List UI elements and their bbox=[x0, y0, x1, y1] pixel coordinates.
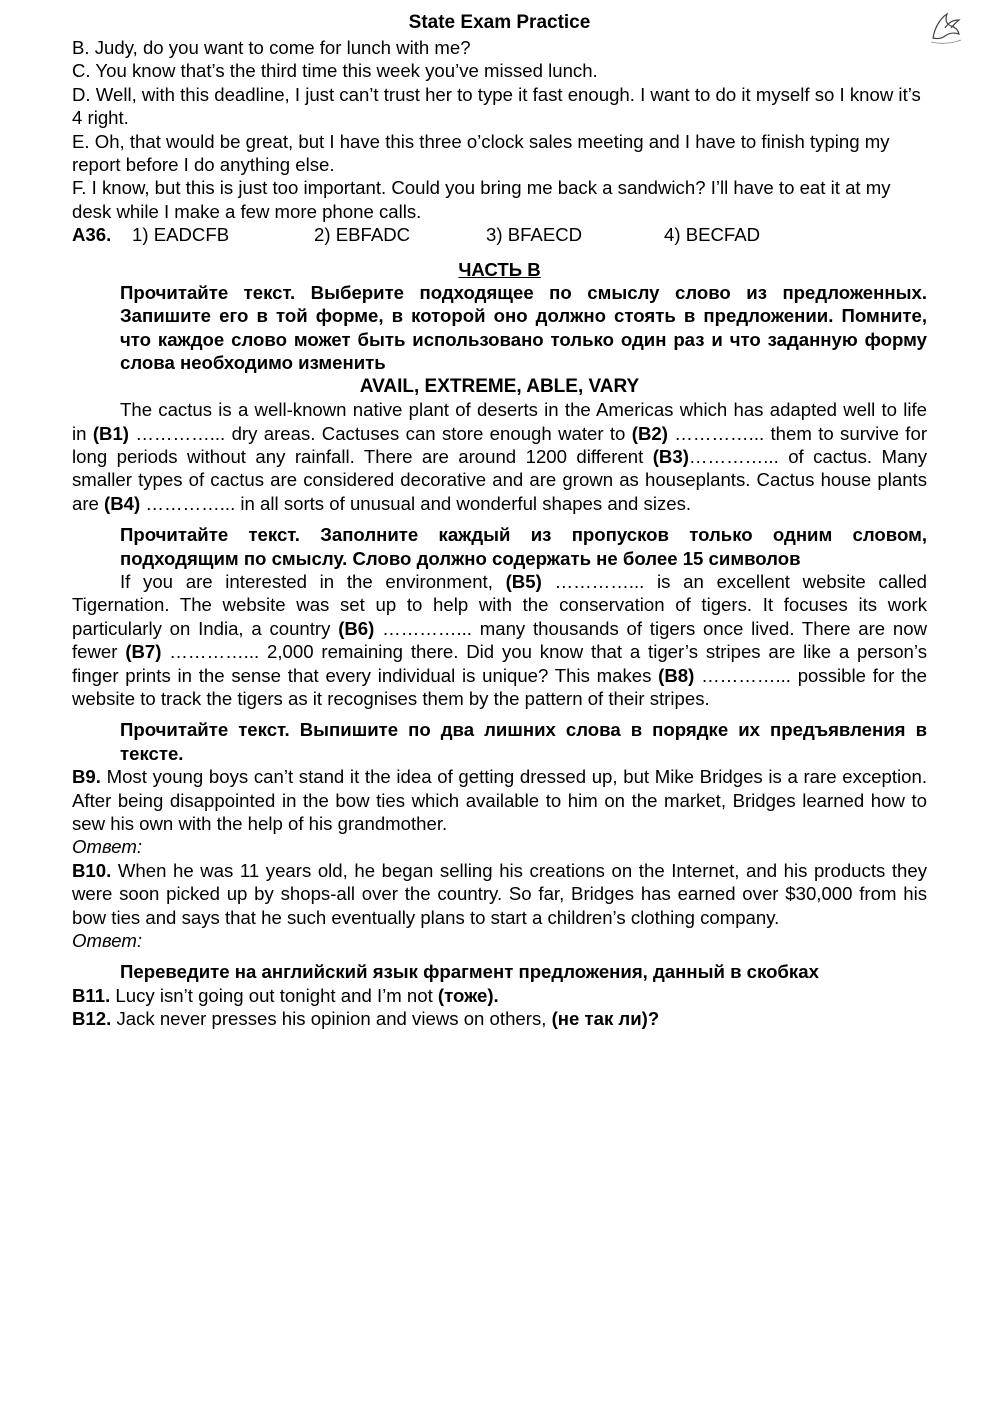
task1-instruction: Прочитайте текст. Выберите подходящее по смыслу слово из предложенных. Запишите его в той форме, в которой оно должно стоять в предложении. Помните, что каждое слово может быть использовано только один раз и что заданную форму слова необходимо изменить bbox=[120, 282, 927, 374]
dialogue-line-f: F. I know, but this is just too important. Could you bring me back a sandwich? I’ll have to eat it at my desk while I make a few more phone calls. bbox=[72, 177, 891, 222]
b10-label: B10. bbox=[72, 859, 112, 881]
gap-b4: (B4) bbox=[104, 492, 141, 514]
gap-b7: (B7) bbox=[125, 641, 162, 663]
task4-instruction: Переведите на английский язык фрагмент предложения, данный в скобках bbox=[120, 961, 819, 983]
task2-text-part: If you are interested in the environment, bbox=[120, 570, 506, 592]
b10-body: When he was 11 years old, he began selling his creations on the Internet, and his products they were soon picked up by shops-all over the country. So far, Bridges has earned over $30,000 from his bow ties and says that he such eventually plans to start a children’s clothing company. bbox=[72, 859, 927, 928]
gap-b5: (B5) bbox=[505, 570, 542, 592]
dialogue-line-c: C. You know that’s the third time this week you’ve missed lunch. bbox=[72, 60, 598, 82]
a36-option-3: 3) BFAECD bbox=[486, 224, 583, 246]
dialogue-line-b: B. Judy, do you want to come for lunch with me? bbox=[72, 37, 471, 58]
b11-hint: (тоже). bbox=[437, 984, 499, 1006]
gap-b1: (B1) bbox=[92, 422, 129, 444]
b11-label: B11. bbox=[72, 984, 111, 1006]
b11-text bbox=[72, 984, 927, 1007]
b12-label: B12. bbox=[72, 1008, 112, 1030]
dialogue-line-d: D. Well, with this deadline, I just can’t trust her to type it fast enough. I want to do it myself so I know it’s 4 right. bbox=[72, 83, 921, 129]
task1-text-part: The cactus is a well-known native plant of deserts in the Americas which has adapted well to life in bbox=[72, 399, 927, 444]
task2-text bbox=[72, 570, 927, 710]
a36-option-1: 1) EADCFB bbox=[132, 224, 230, 246]
task1-text bbox=[72, 398, 927, 515]
task2-text-part: …………... 2,000 remaining there. Did you know that a tiger’s stripes are like a person’s finger prints in the sense that every individual is unique? This makes bbox=[72, 641, 927, 686]
b12-body: Jack never presses his opinion and views on others, bbox=[111, 1008, 552, 1030]
task3-instruction: Прочитайте текст. Выпишите по два лишних слова в порядке их предъявления в тексте. bbox=[120, 719, 927, 764]
b12-hint: (не так ли)? bbox=[551, 1008, 660, 1030]
a36-options-row bbox=[72, 223, 927, 246]
gap-b3: (B3) bbox=[652, 445, 689, 467]
b12-text bbox=[72, 1007, 927, 1030]
task1-word-list: AVAIL, EXTREME, ABLE, VARY bbox=[359, 375, 640, 397]
b9-label: B9. bbox=[72, 766, 101, 788]
dialogue-line-e: E. Oh, that would be great, but I have this three o’clock sales meeting and I have to finish typing my report before I do anything else. bbox=[72, 130, 890, 176]
dialogue-block bbox=[72, 36, 927, 223]
page-title: State Exam Practice bbox=[408, 12, 591, 33]
b10-text bbox=[72, 859, 927, 929]
task2-text-part: …………... possible for the website to track the tigers as it recognises them by the pattern of their stripes. bbox=[72, 664, 927, 709]
b10-answer-label: Ответ: bbox=[72, 930, 143, 952]
b11-body: Lucy isn’t going out tonight and I’m not bbox=[110, 984, 438, 1006]
a36-label: A36. bbox=[72, 224, 112, 246]
task2-text-part: …………... is an excellent website called Tigernation. The website was set up to help with the conservation of tigers. It focuses its work particularly on India, a country bbox=[72, 570, 928, 639]
b9-body: Most young boys can’t stand it the idea of getting dressed up, but Mike Bridges is a rare exception. After being disappointed in the bow ties which available to him on the market, Bridges learned how to sew his own with the help of his grandmother. bbox=[72, 766, 927, 834]
gap-b2: (B2) bbox=[631, 422, 668, 444]
task1-text-part: …………... them to survive for long periods without any rainfall. There are around 1200 different bbox=[72, 422, 928, 467]
part-b-heading: ЧАСТЬ B bbox=[458, 258, 541, 280]
a36-option-2: 2) EBFADC bbox=[314, 224, 411, 246]
task2-text-part: …………... many thousands of tigers once lived. There are now fewer bbox=[72, 617, 927, 663]
task1-text-part: …………... of cactus. Many smaller types of cactus are considered decorative and are grown as houseplants. Cactus house plants are bbox=[72, 445, 928, 514]
task2-instruction: Прочитайте текст. Заполните каждый из пропусков только одним словом, подходящим по смыслу. Слово должно содержать не более 15 символов bbox=[120, 524, 927, 569]
task1-text-part: …………... dry areas. Cactuses can store enough water to bbox=[128, 422, 632, 444]
b9-text bbox=[72, 765, 927, 835]
gap-b6: (B6) bbox=[338, 617, 375, 639]
worksheet-page bbox=[72, 10, 927, 1031]
b9-answer-label: Ответ: bbox=[72, 836, 143, 858]
bird-logo-icon bbox=[925, 8, 965, 48]
gap-b8: (B8) bbox=[658, 664, 695, 686]
task1-text-part: …………... in all sorts of unusual and wonderful shapes and sizes. bbox=[140, 492, 692, 514]
a36-option-4: 4) BECFAD bbox=[664, 224, 761, 246]
